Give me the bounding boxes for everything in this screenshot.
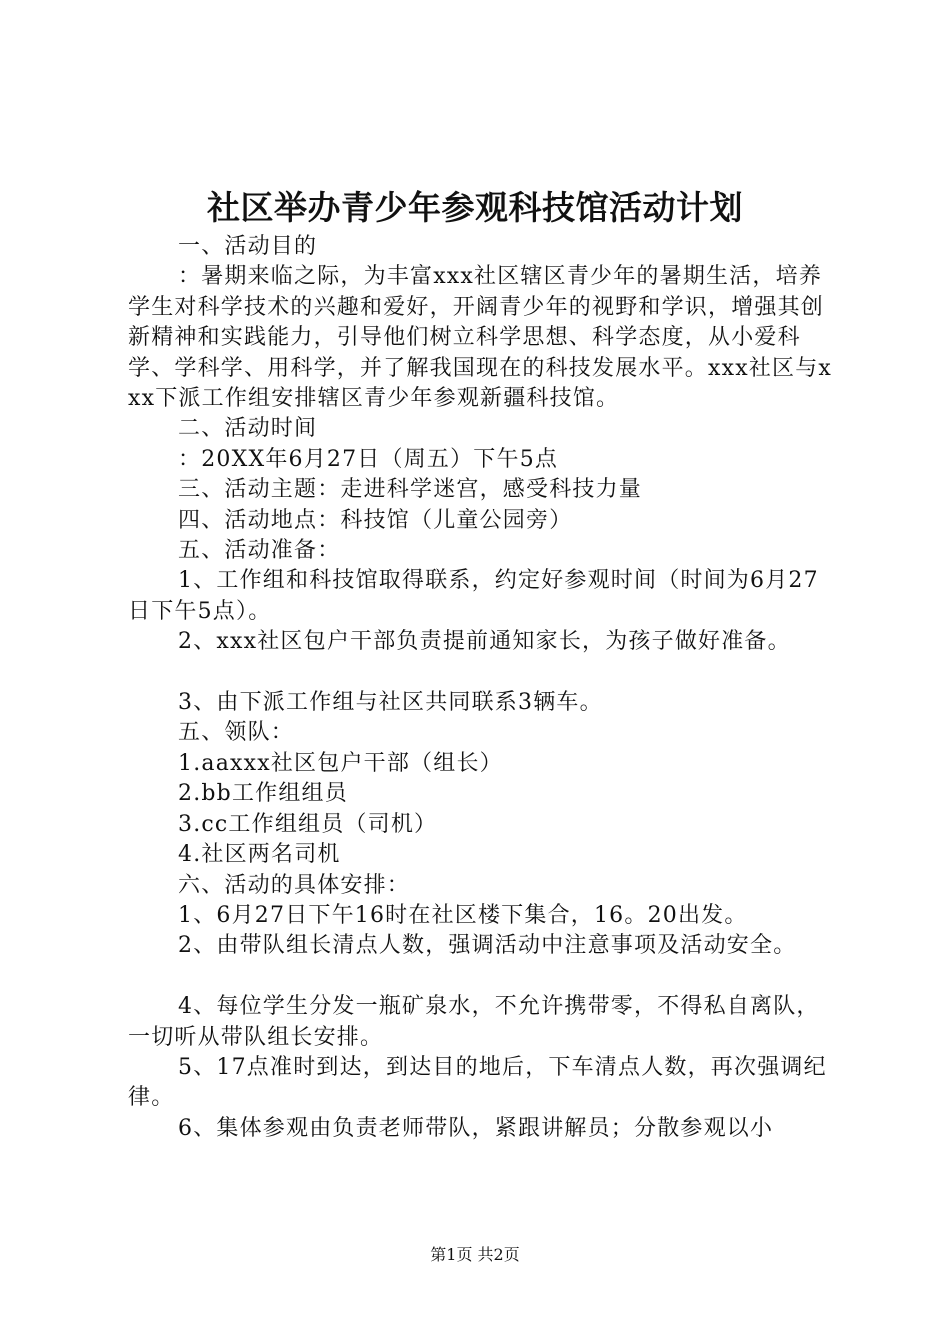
paragraph-purpose: ：暑期来临之际，为丰富xxx社区辖区青少年的暑期生活，培养学生对科学技术的兴趣和爱好，开阔青少年的视野和学识，增强其创新精神和实践能力，引导他们树立科学思想、科学态度，从小爱科学、学科学、用科学，并了解我国现在的科技发展水平。xxx社区与xxx下派工作组安排辖区青少年参观新疆科技馆。 [128, 264, 833, 412]
list-item: 4、每位学生分发一瓶矿泉水，不允许携带零，不得私自离队，一切听从带队组长安排。 [128, 994, 820, 1050]
list-item: 2、xxx社区包户干部负责提前通知家长，为孩子做好准备。 [178, 629, 791, 655]
list-item: 6、集体参观由负责老师带队，紧跟讲解员；分散参观以小 [178, 1115, 774, 1141]
list-item: 3.cc工作组组员（司机） [178, 811, 438, 837]
section-heading-purpose: 一、活动目的 [178, 234, 318, 259]
list-item: 2.bb工作组组员 [178, 781, 348, 807]
page-footer: 第1页 共2页 [430, 1245, 520, 1264]
blank-line [128, 658, 840, 688]
blank-line [128, 962, 840, 992]
section-heading-arrangement: 六、活动的具体安排： [178, 872, 411, 898]
list-item: 1、6月27日下午16时在社区楼下集合，16。20出发。 [178, 902, 748, 928]
paragraph-location: 四、活动地点：科技馆（儿童公园旁） [178, 507, 573, 533]
paragraph-theme: 三、活动主题：走进科学迷宫，感受科技力量 [178, 477, 643, 503]
list-item: 5、17点准时到达，到达目的地后，下车清点人数，再次强调纪律。 [128, 1054, 827, 1111]
section-heading-time: 二、活动时间 [178, 416, 318, 442]
list-item: 3、由下派工作组与社区共同联系3辆车。 [178, 690, 603, 716]
paragraph-time: ：20XX年6月27日（周五）下午5点 [178, 446, 559, 472]
section-heading-preparation: 五、活动准备： [178, 538, 341, 564]
list-item: 1、工作组和科技馆取得联系，约定好参观时间（时间为6月27日下午5点）。 [128, 568, 819, 624]
document-body [128, 232, 840, 1144]
section-heading-leaders: 五、领队： [178, 720, 295, 746]
document-title: 社区举办青少年参观科技馆活动计划 [207, 188, 743, 227]
list-item: 4.社区两名司机 [178, 842, 341, 868]
list-item: 1.aaxxx社区包户干部（组长） [178, 750, 503, 776]
list-item: 2、由带队组长清点人数，强调活动中注意事项及活动安全。 [178, 933, 797, 959]
